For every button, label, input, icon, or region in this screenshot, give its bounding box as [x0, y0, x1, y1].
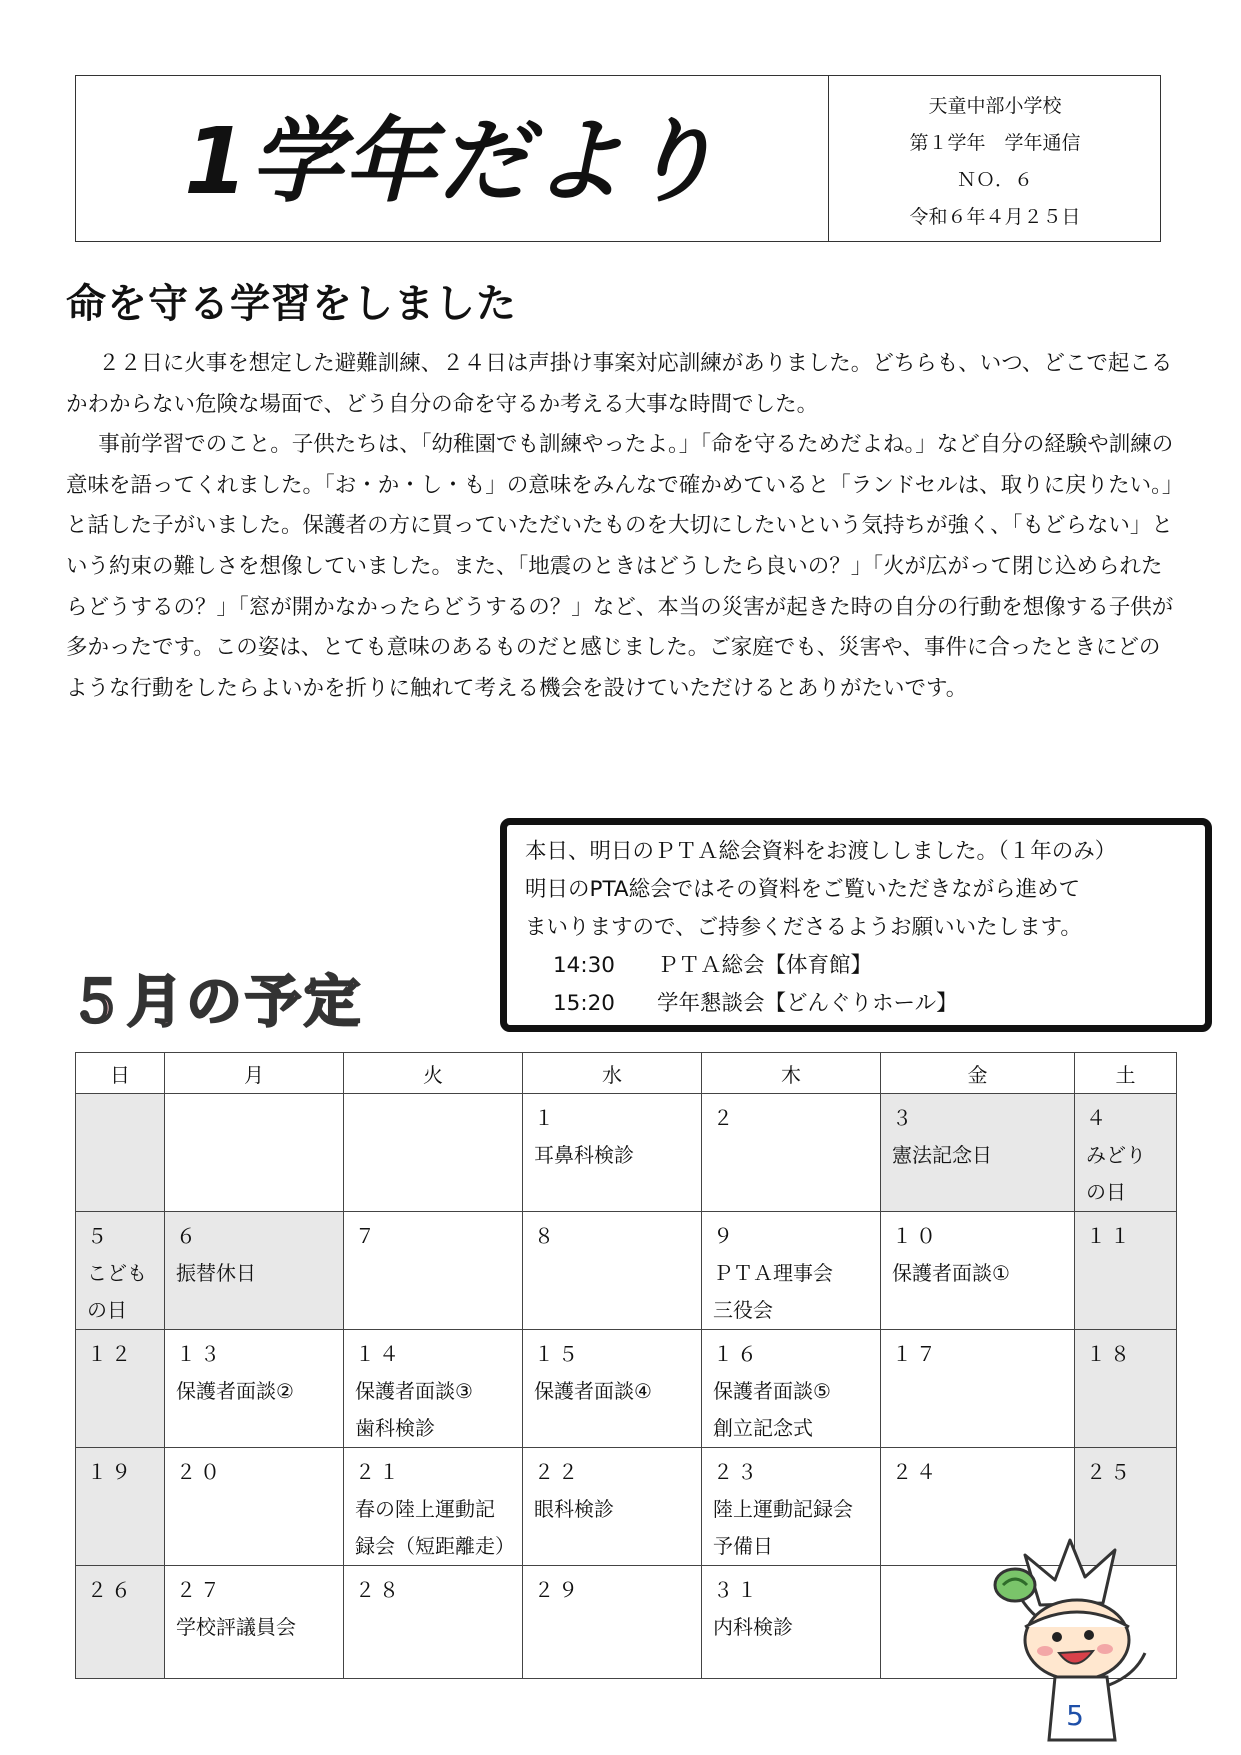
mascot-illustration — [985, 1535, 1160, 1745]
day-event: 三役会 — [713, 1298, 773, 1322]
weekday-header-row — [76, 1053, 1177, 1094]
calendar-day-cell — [702, 1448, 881, 1566]
day-event: 耳鼻科検診 — [534, 1143, 634, 1167]
schedule-event: 学年懇談会【どんぐりホール】 — [657, 991, 958, 1016]
day-number: ３ — [892, 1106, 916, 1130]
calendar-day-cell — [881, 1094, 1075, 1212]
calendar-day-cell — [76, 1448, 165, 1566]
calendar-day-cell — [165, 1212, 344, 1330]
day-number: １６ — [713, 1342, 761, 1366]
school-name: 天童中部小学校 — [928, 95, 1062, 117]
calendar-day-cell — [165, 1448, 344, 1566]
calendar-day-cell — [344, 1212, 523, 1330]
mascot-number: 5 — [1066, 1699, 1084, 1732]
header-divider — [828, 76, 829, 241]
day-event: ＰＴＡ理事会 — [713, 1261, 833, 1285]
calendar-day-cell — [702, 1212, 881, 1330]
calendar-day-cell — [76, 1094, 165, 1212]
calendar-day-cell — [344, 1330, 523, 1448]
calendar-day-cell — [344, 1566, 523, 1679]
calendar-day-cell — [702, 1566, 881, 1679]
day-number: １８ — [1086, 1342, 1134, 1366]
schedule-event: ＰＴＡ総会【体育館】 — [657, 953, 873, 978]
day-number: ２３ — [713, 1460, 761, 1484]
day-number: ２ — [713, 1106, 737, 1130]
weekday-tue: 火 — [344, 1053, 523, 1094]
day-number: ４ — [1086, 1106, 1110, 1130]
calendar-day-cell — [881, 1212, 1075, 1330]
article-paragraph: 事前学習でのこと。子供たちは、「幼稚園でも訓練やったよ。」「命を守るためだよね。」など自分の経験や訓練の意味を語ってくれました。「お・か・し・も」の意味をみんなで確かめていると「ランドセルは、取りに戻りたい。」と話した子がいました。保護者の方に買っていただいたものを大切にしたいという気持ちが強く、「もどらない」という約束の難しさを想像していました。また、「地震のときはどうしたら良いの？」「火が広がって閉じ込められたらどうするの？」「窓が開かなかったらどうするの？」など、本当の災害が起きた時の自分の行動を想像する子供が多かったです。この姿は、とても意味のあるものだと感じました。ご家庭でも、災害や、事件に合ったときにどのような行動をしたらよいかを折りに触れて考える機会を設けていただけるとありがたいです。 — [66, 432, 1174, 701]
notice-line: 明日のPTA総会ではその資料をご覧いただきながら進めて — [525, 877, 1081, 902]
article-body — [66, 344, 1178, 709]
notice-schedule-item — [525, 985, 1187, 1023]
calendar-day-cell — [76, 1212, 165, 1330]
day-number: ２７ — [176, 1578, 224, 1602]
day-number: ２０ — [176, 1460, 224, 1484]
day-number: ２１ — [355, 1460, 403, 1484]
day-number: １２ — [87, 1342, 135, 1366]
weekday-thu: 木 — [702, 1053, 881, 1094]
day-number: ２２ — [534, 1460, 582, 1484]
day-number: １ — [534, 1106, 558, 1130]
calendar-day-cell — [1075, 1212, 1177, 1330]
day-event: みどり — [1086, 1143, 1146, 1167]
day-event: 保護者面談④ — [534, 1379, 652, 1403]
calendar-day-cell — [702, 1094, 881, 1212]
article-heading: 命を守る学習をしました — [66, 281, 517, 327]
day-event: 陸上運動記録会 — [713, 1497, 853, 1521]
day-event: 振替休日 — [176, 1261, 256, 1285]
article-paragraph: ２２日に火事を想定した避難訓練、２４日は声掛け事案対応訓練がありました。どちらも、いつ、どこで起こるかわからない危険な場面で、どう自分の命を守るか考える大事な時間でした。 — [66, 351, 1173, 417]
day-number: ２４ — [892, 1460, 940, 1484]
school-info — [830, 88, 1160, 236]
day-event: の日 — [87, 1298, 127, 1322]
calendar-day-cell — [523, 1094, 702, 1212]
day-event: 眼科検診 — [534, 1497, 614, 1521]
day-number: １３ — [176, 1342, 224, 1366]
day-event: 歯科検診 — [355, 1416, 435, 1440]
day-event: 憲法記念日 — [892, 1143, 992, 1167]
day-event: こども — [87, 1261, 147, 1285]
day-number: ７ — [355, 1224, 379, 1248]
day-number: １０ — [892, 1224, 940, 1248]
weekday-wed: 水 — [523, 1053, 702, 1094]
day-event: 保護者面談① — [892, 1261, 1010, 1285]
issue-number: ＮＯ．６ — [956, 169, 1033, 191]
day-number: ２５ — [1086, 1460, 1134, 1484]
issue-date: 令和６年４月２５日 — [909, 206, 1081, 228]
notice-line: まいりますので、ご持参くださるようお願いいたします。 — [525, 915, 1082, 940]
day-number: ８ — [534, 1224, 558, 1248]
calendar-day-cell — [1075, 1094, 1177, 1212]
day-number: ３１ — [713, 1578, 761, 1602]
schedule-time: 14:30 — [553, 953, 615, 978]
day-number: ６ — [176, 1224, 200, 1248]
day-number: １４ — [355, 1342, 403, 1366]
calendar-day-cell — [165, 1094, 344, 1212]
day-event: 内科検診 — [713, 1615, 793, 1639]
day-event: 保護者面談⑤ — [713, 1379, 831, 1403]
weekday-sat: 土 — [1075, 1053, 1177, 1094]
day-number: １１ — [1086, 1224, 1134, 1248]
notice-box — [500, 818, 1212, 1032]
calendar-day-cell — [702, 1330, 881, 1448]
day-number: ２９ — [534, 1578, 582, 1602]
calendar-day-cell — [344, 1094, 523, 1212]
day-event: 学校評議員会 — [176, 1615, 296, 1639]
day-number: ９ — [713, 1224, 737, 1248]
day-event: 録会（短距離走） — [355, 1534, 515, 1558]
day-event: の日 — [1086, 1180, 1126, 1204]
calendar-day-cell — [165, 1330, 344, 1448]
calendar-day-cell — [165, 1566, 344, 1679]
newsletter-header — [75, 75, 1161, 242]
calendar-title: ５月の予定 — [68, 970, 363, 1035]
day-number: １９ — [87, 1460, 135, 1484]
calendar-day-cell — [523, 1566, 702, 1679]
day-event: 春の陸上運動記 — [355, 1497, 495, 1521]
newsletter-title: 1学年だより — [183, 108, 720, 215]
day-event: 創立記念式 — [713, 1416, 813, 1440]
day-event: 予備日 — [713, 1534, 773, 1558]
day-number: ２６ — [87, 1578, 135, 1602]
schedule-time: 15:20 — [553, 991, 615, 1016]
notice-line: 本日、明日のＰＴＡ総会資料をお渡ししました。（１年のみ） — [525, 839, 1117, 864]
weekday-sun: 日 — [76, 1053, 165, 1094]
day-number: ２８ — [355, 1578, 403, 1602]
calendar-day-cell — [881, 1330, 1075, 1448]
calendar-day-cell — [523, 1330, 702, 1448]
grade-line: 第１学年 学年通信 — [909, 132, 1081, 154]
calendar-week-row — [76, 1094, 1177, 1212]
day-event: 保護者面談③ — [355, 1379, 473, 1403]
calendar-day-cell — [76, 1566, 165, 1679]
calendar-day-cell — [1075, 1330, 1177, 1448]
calendar-day-cell — [523, 1212, 702, 1330]
calendar-day-cell — [344, 1448, 523, 1566]
weekday-mon: 月 — [165, 1053, 344, 1094]
day-event: 保護者面談② — [176, 1379, 294, 1403]
notice-schedule-item — [525, 947, 1187, 985]
day-number: ５ — [87, 1224, 111, 1248]
weekday-fri: 金 — [881, 1053, 1075, 1094]
day-number: １７ — [892, 1342, 940, 1366]
calendar-week-row — [76, 1212, 1177, 1330]
day-number: １５ — [534, 1342, 582, 1366]
calendar-day-cell — [76, 1330, 165, 1448]
calendar-week-row — [76, 1330, 1177, 1448]
calendar-day-cell — [523, 1448, 702, 1566]
